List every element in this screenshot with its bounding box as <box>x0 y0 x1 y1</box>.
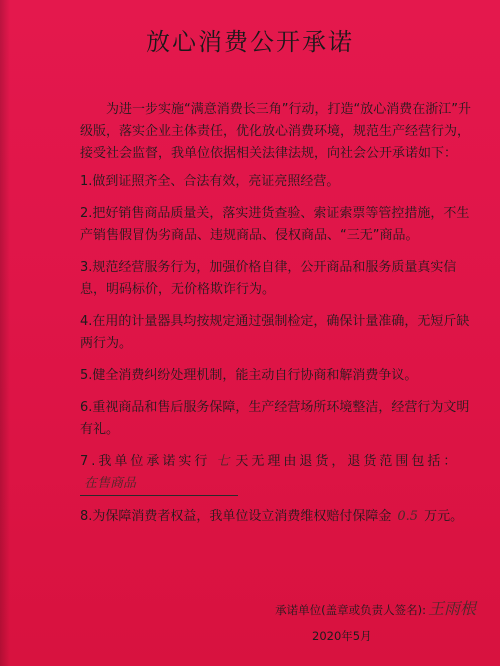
item-8-prefix: 8.为保障消费者权益，我单位设立消费维权赔付保障金 <box>80 509 392 524</box>
commitment-item-2: 2.把好销售商品质量关，落实进货查验、索证索票等管控措施，不生产销售假冒伪劣商品、违规商品、侵权商品、“三无”商品。 <box>80 206 470 243</box>
commitment-item-5: 5.健全消费纠纷处理机制，能主动自行协商和解消费争议。 <box>80 368 418 383</box>
document-body <box>80 99 472 538</box>
commitment-item-4: 4.在用的计量器具均按规定通过强制检定，确保计量准确，无短斤缺两行为。 <box>80 314 470 351</box>
signatory-label: 承诺单位(盖章或负责人签名): <box>275 603 426 617</box>
handwritten-return-scope: 在售商品 <box>80 473 238 496</box>
handwritten-amount: 0.5 <box>397 509 419 524</box>
item-7-prefix: 7.我单位承诺实行 <box>80 454 211 469</box>
intro-paragraph: 为进一步实施“满意消费长三角”行动，打造“放心消费在浙江”升级版，落实企业主体责任，优化放心消费环境，规范生产经营行为，接受社会监督，我单位依据相关法律法规，向社会公开承诺如下： <box>80 102 471 161</box>
document-date: 2020年5月 <box>312 629 372 643</box>
item-7-middle: 天无理由退货，退货范围包括： <box>235 454 460 469</box>
commitment-item-3: 3.规范经营服务行为，加强价格自律，公开商品和服务质量真实信息，明码标价，无价格欺诈行为。 <box>80 260 457 297</box>
signature-line <box>275 596 476 619</box>
commitment-item-8 <box>80 506 472 528</box>
commitment-item-1: 1.做到证照齐全、合法有效，亮证亮照经营。 <box>80 174 340 189</box>
document-title: 放心消费公开承诺 <box>146 28 354 56</box>
commitment-item-7 <box>80 451 472 496</box>
item-8-suffix: 万元。 <box>424 509 464 524</box>
commitment-item-6: 6.重视商品和售后服务保障，生产经营场所环境整洁，经营行为文明有礼。 <box>80 400 470 437</box>
handwritten-days: 七 <box>216 454 230 469</box>
handwritten-signature: 王雨根 <box>427 599 476 618</box>
